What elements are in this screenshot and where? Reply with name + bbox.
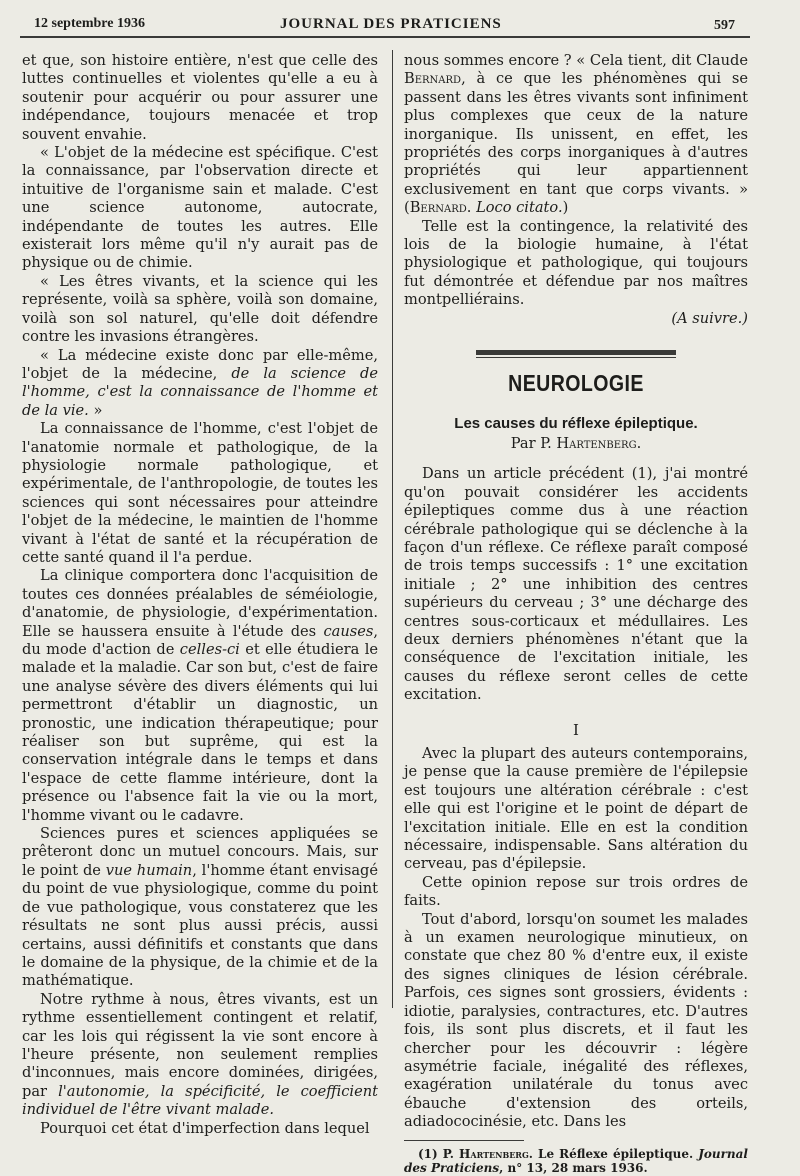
paragraph [22,825,378,991]
section-numeral: I [573,720,579,739]
italic-run: Loco citato. [476,199,563,217]
paragraph [22,567,378,825]
paragraph: Avec la plupart des auteurs contemporains, je pense que la cause première de l'épilepsie est toujours une altération cérébrale : c'est elle qui est l'origine et le point de départ de l'excitation initiale. Elle en est la condition nécessaire, indispensable. Sans altération du cerveau, pas d'épilepsie. [404,745,748,873]
text-run: . [636,434,642,452]
italic-run: Journal des Praticiens [404,1146,748,1176]
author-name: Bernard [409,199,467,217]
section-title: NEUROLOGIE [508,370,644,397]
text-run: Par P. [510,434,557,452]
author-name: Hartenberg [556,434,637,452]
left-column [22,52,378,1138]
text-run: La clinique comportera donc l'acquisition de toutes ces données préalables de séméiologie, d'anatomie, de physiologie, d'expérimentation. Elle se haussera ensuite à l'étude des [22,567,378,640]
to-be-continued: (A suivre.) [671,309,748,327]
right-column [404,52,748,1176]
italic-run: celles-ci [179,641,240,658]
italic-run: de la science de l'homme, c'est la connaissance de l'homme et de la vie. [22,364,378,419]
text-run: , n° 13, 28 mars 1936. [499,1161,648,1176]
article-title: Les causes du réflexe épileptique. [454,414,698,432]
author-name: Hartenberg [459,1146,529,1161]
text-run: » [88,401,103,419]
paragraph: Tout d'abord, lorsqu'on soumet les malades à un examen neurologique minutieux, on constate que chez 80 % d'entre eux, il existe des signes cliniques de lésion cérébrale. Parfois, ces signes sont grossiers, évidents : idiotie, paralysies, contractures, etc. D'autres fois, ils sont plus discrets, et il faut les chercher pour les découvrir : légère asymétrie faciale, inégalité des réflexes, exagération unilatérale du tonus avec ébauche d'extension des orteils, adiadococinésie, etc. Dans les [404,910,748,1131]
footnote [404,1147,748,1176]
section-rule [476,350,676,358]
text-run: Notre rythme à nous, êtres vivants, est un rythme essentiellement contingent et relatif, car les lois qui régissent la vie sont encore à l'heure présente, non seulement remplies d'inconnues, mais encore dominées, dirigées, par [22,990,378,1100]
text-run: , du mode d'action de [22,622,378,658]
text-run: . [466,199,477,217]
paragraph: « Les êtres vivants, et la science qui les représente, voilà sa sphère, voilà son domaine, voilà son sol naturel, qu'elle doit défendre contre les invasions étrangères. [22,272,378,346]
paragraph: Telle est la contingence, la relativité des lois de la biologie humaine, à l'état physiologique et pathologique, qui toujours fut démontrée et défendue par nos maîtres montpelliérains. [404,217,748,309]
paragraph: La connaissance de l'homme, c'est l'objet de l'anatomie normale et pathologique, de la physiologie normale pathologique, et expérimentale, de l'anthropologie, de toutes les sciences qui sont nécessaires pour atteindre l'objet de la médecine, le maintien de l'homme vivant à l'état de santé et la récupération de cette santé quand il l'a perdue. [22,420,378,566]
issue-date: 12 septembre 1936 [34,16,145,31]
text-run: Sciences pures et sciences appliquées se prêteront donc un mutuel concours. Mais, sur le point de [22,825,378,879]
text-run: « La médecine existe donc par elle-même, l'objet de la médecine, [22,346,378,382]
header-rule [20,36,750,38]
italic-run: l'autonomie, la spécificité, le coefficient individuel de l'être vivant malade. [22,1082,378,1119]
paragraph: Cette opinion repose sur trois ordres de faits. [404,873,748,910]
text-run: (1) P. [418,1146,460,1161]
text-run: , l'homme étant envisagé du point de vue physiologique, comme du point de vue pathologique, vous constaterez que les résultats ne sont plus aussi précis, aussi certains, aussi définitifs et constants que dans le domaine de la physique, de la chimie et de la mathématique. [22,861,378,990]
paragraph: Dans un article précédent (1), j'ai montré qu'on pouvait considérer les accidents épileptiques comme dus à une réaction cérébrale pathologique qui se déclenche à la façon d'un réflexe. Ce réflexe paraît composé de trois temps successifs : 1° une excitation initiale ; 2° une inhibition des centres supérieurs du cerveau ; 3° une décharge des centres sous-corticaux et médullaires. Les deux derniers phénomènes n'étant que la conséquence de l'excitation initiale, les causes du réflexe seront celles de cette excitation. [404,465,748,704]
paragraph [22,347,378,421]
paragraph [22,991,378,1120]
text-run: nous sommes encore ? « Cela tient, dit Claude [404,52,748,69]
footnote-rule [404,1140,524,1141]
text-run: ) [562,199,569,217]
italic-run: vue humain [105,861,193,879]
paragraph [404,52,748,218]
text-run: et elle étudiera le malade et la maladie. Car son but, c'est de faire une analyse sévère des divers éléments qui lui permettront d'établir un diagnostic, un pronostic, une indication thérapeutique; pour réaliser son but suprême, qui est la conservation intégrale dans le temps et dans l'espace de cette flamme intérieure, dont la présence ou l'absence fait la vie ou la mort, l'homme vivant ou le cadavre. [22,641,378,824]
paragraph: « L'objet de la médecine est spécifique. C'est la connaissance, par l'observation directe et intuitive de l'organisme sain et malade. C'est une science autonome, autocrate, indépendante de toutes les autres. Elle existerait lors même qu'il n'y aurait pas de physique ou de chimie. [22,144,378,272]
italic-run: causes [323,622,374,640]
journal-title: JOURNAL DES PRATICIENS [280,16,502,32]
author-name: Bernard [404,70,462,88]
paragraph: Pourquoi cet état d'imperfection dans lequel [40,1119,370,1137]
text-run: . Le Réflexe épileptique. [528,1146,699,1161]
text-run: , à ce que les phénomènes qui se passent dans les êtres vivants sont infiniment plus complexes que ceux de la nature inorganique. Ils unissent, en effet, les propriétés des corps inorganiques à d'autres propriétés qui leur appartiennent exclusivement en tant que corps vivants. » ( [404,70,748,217]
paragraph: et que, son histoire entière, n'est que celle des luttes continuelles et violentes qu'elle a eu à soutenir pour acquérir ou pour assurer une indépendance, toujours menacée et trop souvent envahie. [22,52,378,143]
column-divider [392,50,393,1008]
page-number: 597 [714,18,735,33]
article-author [404,435,748,453]
